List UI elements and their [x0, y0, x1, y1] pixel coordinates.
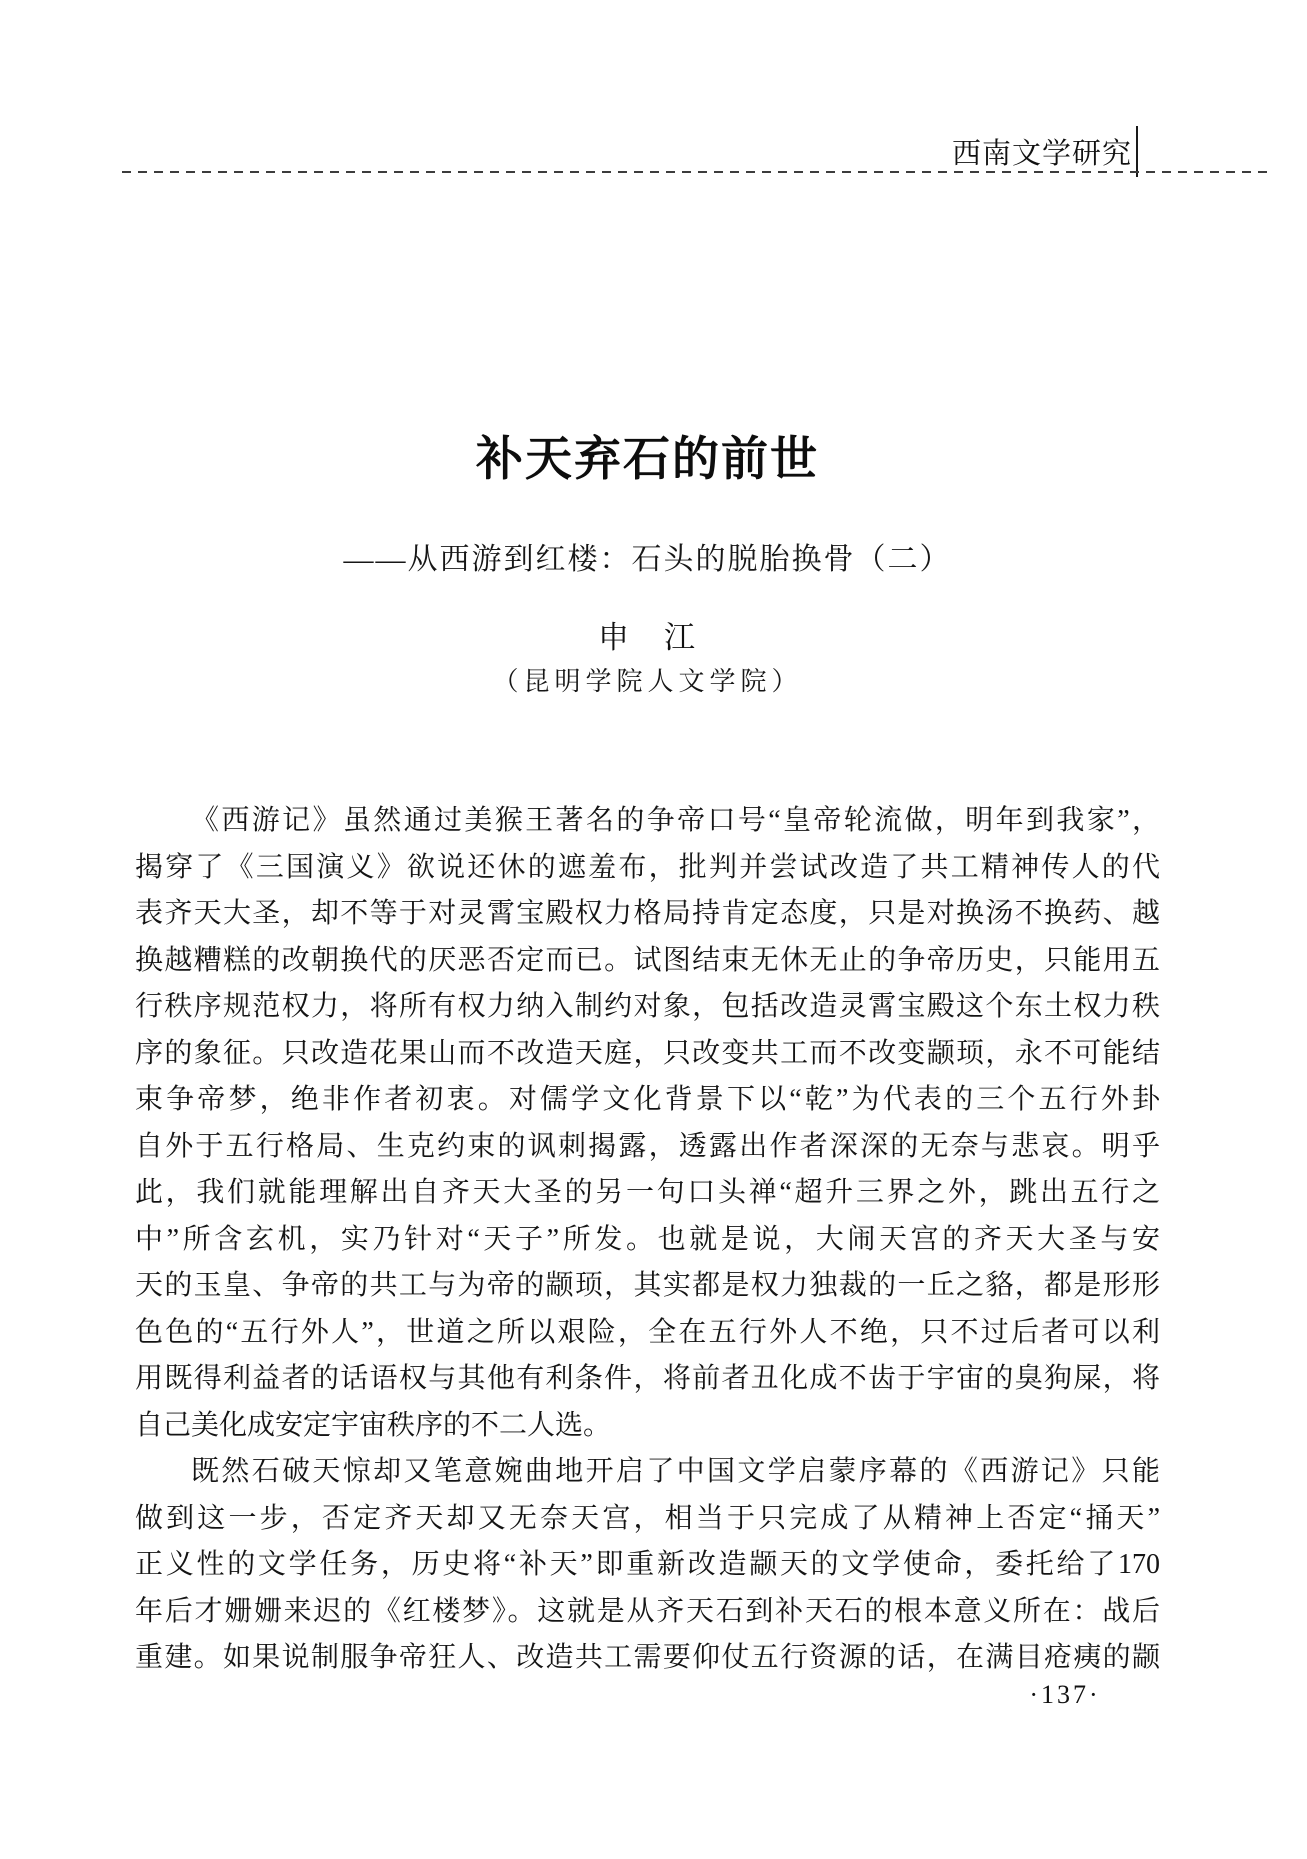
body-line: 重建。如果说制服争帝狂人、改造共工需要仰仗五行资源的话，在满目疮痍的颛: [135, 1642, 1160, 1673]
body-line: 行秩序规范权力，将所有权力纳入制约对象，包括改造灵霄宝殿这个东土权力秩: [135, 991, 1160, 1022]
body-line: 揭穿了《三国演义》欲说还休的遮羞布，批判并尝试改造了共工精神传人的代: [135, 851, 1160, 883]
body-line: 做到这一步，否定齐天却又无奈天宫，相当于只完成了从精神上否定“捅天”: [135, 1502, 1160, 1534]
body-line: 天的玉皇、争帝的共工与为帝的颛顼，其实都是权力独裁的一丘之貉，都是形形: [135, 1270, 1160, 1301]
body-line: 中”所含玄机，实乃针对“天子”所发。也就是说，大闹天宫的齐天大圣与安: [135, 1223, 1160, 1255]
body-line: 年后才姗姗来迟的《红楼梦》。这就是从齐天石到补天石的根本意义所在：战后: [135, 1595, 1160, 1627]
body-line: 《西游记》虽然通过美猴王著名的争帝口号“皇帝轮流做，明年到我家”，: [191, 805, 1160, 836]
body-line: 表齐天大圣，却不等于对灵霄宝殿权力格局持肯定态度，只是对换汤不换药、越: [135, 898, 1160, 929]
page-number: ·137·: [1029, 1680, 1101, 1709]
article-author: 申 江: [598, 620, 697, 655]
body-line: 序的象征。只改造花果山而不改造天庭，只改变共工而不改变颛顼，永不可能结: [135, 1037, 1160, 1069]
body-line: 用既得利益者的话语权与其他有利条件，将前者丑化成不齿于宇宙的臭狗屎，将: [135, 1363, 1160, 1394]
body-line: 色色的“五行外人”，世道之所以艰险，全在五行外人不绝，只不过后者可以利: [135, 1316, 1160, 1348]
article-subtitle: ——从西游到红楼：石头的脱胎换骨（二）: [343, 543, 952, 576]
body-line: 自外于五行格局、生克约束的讽刺揭露，透露出作者深深的无奈与悲哀。明乎: [135, 1130, 1160, 1162]
header-vertical-rule: [1136, 126, 1138, 177]
body-line: 换越糟糕的改朝换代的厌恶否定而已。试图结束无休无止的争帝历史，只能用五: [135, 944, 1160, 976]
journal-header: 西南文学研究: [951, 138, 1132, 170]
body-line: 自己美化成安定宇宙秩序的不二人选。: [135, 1409, 612, 1441]
article-affiliation: （昆明学院人文学院）: [492, 667, 803, 696]
body-line: 正义性的文学任务，历史将“补天”即重新改造颛天的文学使命，委托给了170: [135, 1549, 1160, 1580]
body-line: 束争帝梦，绝非作者初衷。对儒学文化背景下以“乾”为代表的三个五行外卦: [135, 1084, 1160, 1115]
body-line: 既然石破天惊却又笔意婉曲地开启了中国文学启蒙序幕的《西游记》只能: [191, 1456, 1160, 1487]
body-line: 此，我们就能理解出自齐天大圣的另一句口头禅“超升三界之外，跳出五行之: [135, 1177, 1160, 1208]
article-title: 补天弃石的前世: [476, 434, 819, 486]
header-dashed-rule: [122, 171, 1272, 173]
article-body: [135, 798, 1160, 1682]
